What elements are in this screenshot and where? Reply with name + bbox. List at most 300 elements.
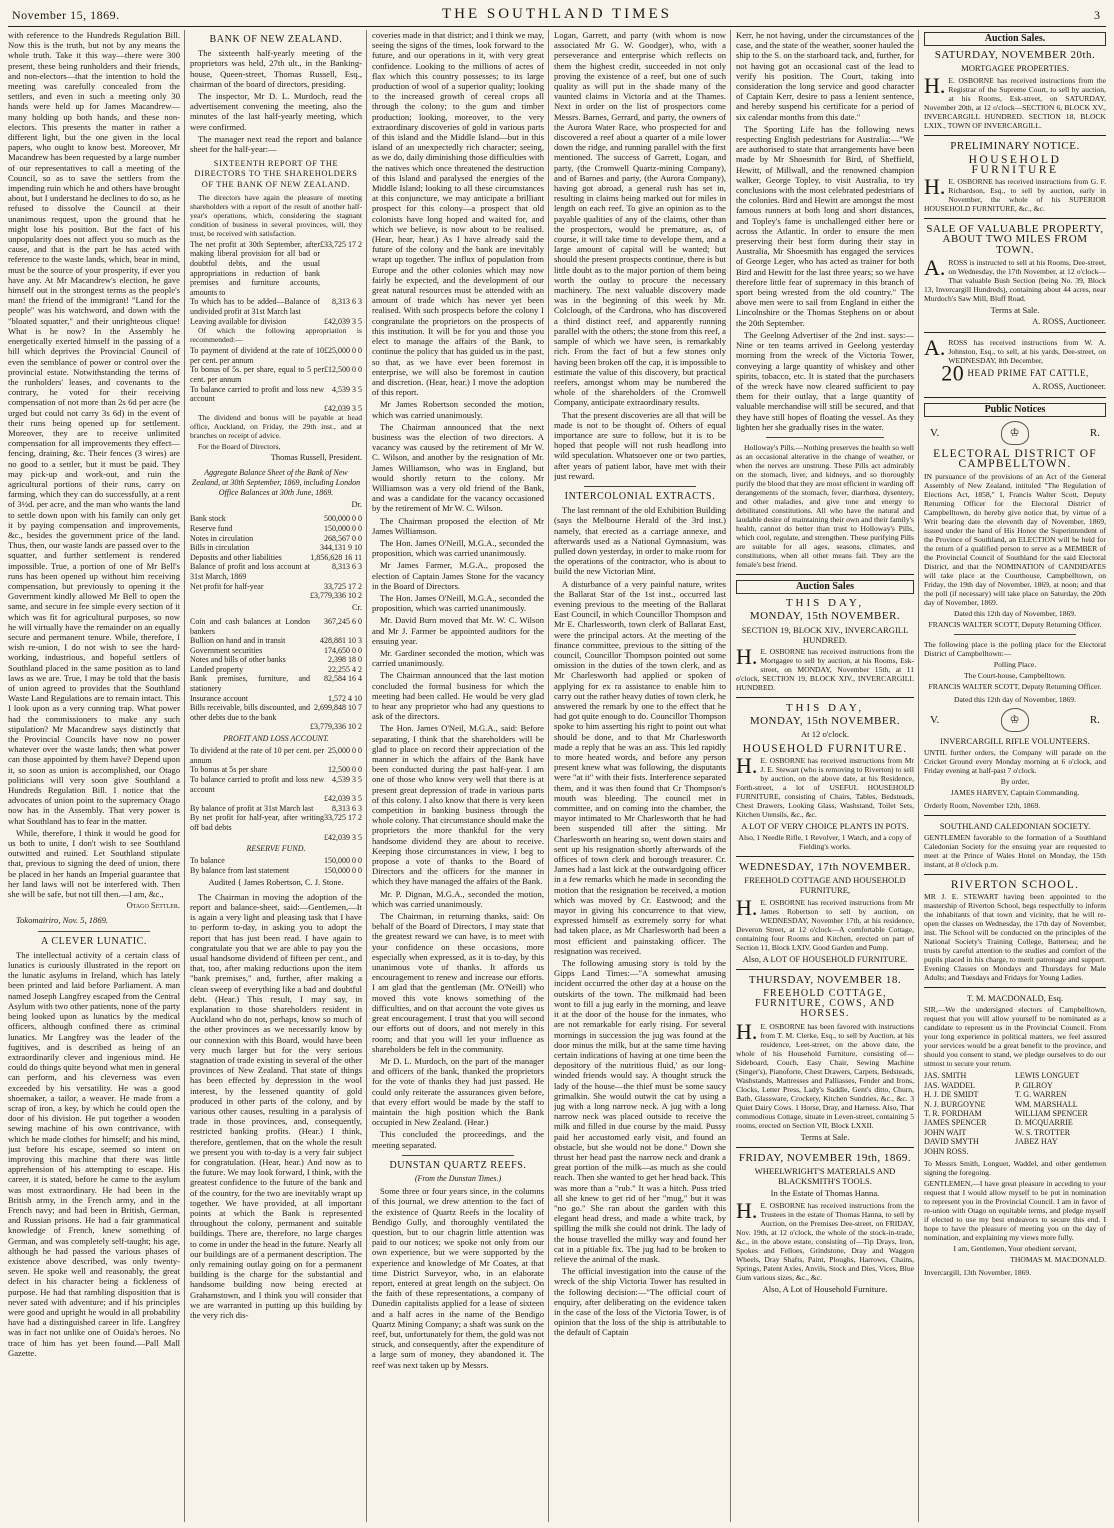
auction-text: E. OSBORNE has received instructions from Mr James Robertson to sell by auction, on WEDNESDAY, November 17th, at his residence, Deveron Street, at 12 o'clock—A comfortable Cottage, containing four Rooms and Kitchen, erected on part of Section 11, Block LXIV. Good Garden and Pump. [736, 897, 914, 952]
auction-estate: In the Estate of Thomas Hanna. [770, 1188, 880, 1199]
account-row [190, 385, 362, 404]
article-body: The Chairman, in returning thanks, said: On behalf of the Board of Directors, I may state that the greatest reward we can have, is to meet with your confidence on these occasions, more especially when expressed, as it is to-day, by this unanimous vote of thanks. It affords us encouragement to renew and increase our efforts. I am glad that the gentleman (Mr. O'Neill) who moved this vote knows something of the difficulties, and on that account the vote gives us great encouragement. I trust that you will second our efforts out of doors, and not merely in this room; and that you will let your influence as shareholders be felt in the community. [372, 911, 544, 1054]
account-row [190, 804, 362, 814]
account-amount: 82,584 16 4 [324, 674, 362, 684]
account-row [190, 524, 362, 534]
account-row [190, 591, 362, 601]
divider [924, 874, 1106, 875]
article-body: The Chairman proposed the election of Mr James Williamson. [372, 515, 544, 536]
account-row [190, 617, 362, 636]
reply-body: GENTLEMEN,—I have great pleasure in acceding to your request that I would allow myself to be put in nomination to represent you in the Provincial Council. I am in favor of re-union with Otago on equitable terms, and pledge myself if elected to use my best endeavors to secure this end. I hope to have the pleasure of meeting you on the day of nomination, and explaining my views more fully. [924, 1179, 1106, 1243]
account-row [190, 746, 362, 765]
signatory-name: T. R. FORDHAM [924, 1109, 982, 1119]
page-number: 3 [1094, 8, 1100, 22]
divider [736, 969, 914, 970]
auction-extra: Also, 1 Needle Rifle, 1 Revolver, 1 Watch, and a copy of Fielding's works. [738, 832, 912, 851]
drop-cap: H. [736, 752, 758, 778]
auction-text: ROSS is instructed to sell at his Rooms, Dee-street, on Wednesday, the 17th November, at 12 o'clock—That valuable Bush Section (being No. 39, Block 13, Invercargill Hundreds), containing about 44 acres, near Murdoch's Saw Mill, Bluff Road. [924, 257, 1106, 303]
divider [924, 332, 1106, 333]
account-amount: 2,398 18 0 [328, 655, 362, 665]
article-heading: DUNSTAN QUARTZ REEFS. [389, 1159, 527, 1171]
reserve-fund-table [190, 856, 362, 875]
account-item: Balance of profit and loss account at 31st March, 1869 [190, 562, 310, 581]
royal-crest-icon: ♔ [1001, 421, 1029, 445]
reply-closing: I am, Gentlemen, Your obedient servant, [953, 1244, 1077, 1254]
royal-arms [930, 421, 1100, 445]
signatory-name: T. G. WARREN [1015, 1090, 1067, 1100]
divider [736, 1147, 914, 1148]
auction-title: FREEHOLD COTTAGE, FURNITURE, COWS, AND HORSES. [754, 987, 896, 1020]
account-item: Notes and bills of other banks [190, 655, 286, 665]
account-item: Deposits and other liabilities [190, 552, 282, 562]
account-row [190, 297, 362, 316]
report-body: The dividend and bonus will be payable at head office, Auckland, on Friday, the 29th inst., and at branches on receipt of advice. [190, 413, 362, 441]
auction-text: E. OSBORNE has been favored with instructions from T. M. Clerke, Esq., to sell by Auction, at his residence, Leet-street, on the above date, the whole of his Household Furniture, consisting of—Sideboard, Couch, Easy Chair, Sewing Machine (Singer's), Pianoforte, Chest Drawers, Carpets, Bedsteads, Washstands, Mattresses and Palliasses, Fender and Irons, Clocks, Letter Press, Lady's Saddle, Gent's ditto, Churn, Bath, Glassware, Crockery, Kitchen Sundries, &c., &c. 3 Quiet Dairy Cows. 1 Horse, Dray, and Harness. Also, That commodious Cottage, situate in Leven-street, containing 5 rooms, erected on Section VII, Block LXXII. [736, 1021, 914, 1130]
auction-date: THURSDAY, NOVEMBER 18. [748, 973, 902, 986]
notice-signature: FRANCIS WALTER SCOTT, Deputy Returning Officer. [928, 681, 1102, 691]
account-row [190, 365, 362, 384]
account-amount: 8,313 6 3 [332, 297, 362, 307]
auction-time: At 12 o'clock. [800, 729, 850, 740]
article-body: The inspector, Mr D. L. Murdoch, read the advertisement convening the meeting, also the minutes of the last half-yearly meeting, which were confirmed. [190, 91, 362, 132]
article-body: Mr James Farmer, M.G.A., proposed the election of Captain James Stone for the vacancy in the Board of Directors. [372, 560, 544, 591]
notice-date: Orderly Room, November 12th, 1869. [924, 800, 1041, 810]
signatories-list [924, 1071, 1106, 1156]
account-amount: 150,000 0 0 [324, 865, 362, 875]
report-signature: Thomas Russell, President. [270, 453, 362, 463]
auction-extra: Also, A LOT OF HOUSEHOLD FURNITURE. [742, 953, 908, 964]
notice-heading: ELECTORAL DISTRICT OF CAMPBELLTOWN. [933, 448, 1097, 471]
account-row [190, 813, 362, 832]
reply-dateline: Invercargill, 13th November, 1869. [924, 1268, 1032, 1278]
signatory-name: H. J. DE SMIDT [924, 1090, 979, 1100]
report-body: Of which the following appropriation is recommended:— [190, 326, 362, 345]
column-rule [184, 30, 185, 1522]
reply-signature: THOMAS M. MACDONALD. [1010, 1255, 1106, 1265]
account-amount: £42,039 3 5 [324, 403, 362, 413]
article-body: The Hon. James O'Neill, M.G.A., seconded the proposition, which was carried unanimously. [372, 592, 544, 614]
letter-body: with reference to the Hundreds Regulation Bill. Now this is the truth, but not by any means the whole truth. Take it this way—there were 300 present, these being runholders and their friends, and non-electors—that the intention to hold the meeting was carefully concealed from the settlers, and even in such a meeting only 30 hands were held up for James Macandrew—many holding up both hands, and these non-electors. This presents the matter in rather a different light, but the one given in the local papers, who ought to know best. Moreover, Mr Macandrew has been requested by a large number of our representatives to call a meeting of the Council, so as to save the settlers from the impending ruin which he and others have brought about, but I understand he declines to do so, as he refused to dissolve the Council at their unanimous request, upon the ground that he might lose his position. But the fact of his unpopularity does not affect you so much as the cause, and that is the part he has acted with reference to the waste lands, which, bear in mind, must be the source of your prosperity, if ever you have any. At Mr Macandrew's election, he gave himself out in the strongest terms as the people's man! the friend of the immigrant! "Land for the people" was his watchword, and down with the "bloated squatter," and their unrighteous clique! What is he now? In the Assembly he energetically exerted himself in the passing of a bill which deprives the Provincial Council of even the semblance of power or control over the provincial estate. Notwithstanding the terms of the runholders' leases, and covenants to the contrary, he voted for their receiving compensation of not more than 2s 6d per acre (he urged but could not carry 3s 6d) in the event of their runs being opened up for settlement. Moreover, they are to receive unlimited compensation for all improvements they effect—fencing, draining, &c. Their fences (3 wires) are no good to a settler, but it must be paid. They may pick-up and work-out, and ruin the agricultural portions of their runs, carry on farming, which they can do successfully, at a rent of 3½d. per acre, and the man who wants the land to settle down upon with his family can only get it by paying compensation and improvements, &c., besides the government price of the land. Thus, then, our waste lands are passed over to the squatter, and further settlement is rendered impossible. True, a portion of one of Mr Bell's runs has been opened up without him receiving compensation, but previously to opening it the Government kindly allowed Mr Bell to open the same, and secure in fee simple every section of it which was fit for agricultural purposes, so now he will virtually have the remainder on an equally secure and permanent tenure. While, therefore, I wish re-union, I do not wish to see the hard-working, industrious, and hopeful settlers of Southland placed in the same position as to land laws as we are. True, I may be told that the basis of union agreed to provides that the Southland Waste Land Regulations are to remain intact. This I look upon as a very cunning trap. What power had the commissioners to make any such stipulation? Mr Macandrew says distinctly that the Provincial Councils have now no power whatever over the waste lands; then what power can those appointed by them have? Depend upon it, so soon as union is accomplished, our Otago politicians will very soon give Southland a Hundreds Regulation Bill. I notice that the advocates of union point to the supremacy Otago now has in the Assembly. That very power is what Southland has to fear in the matter. [8, 30, 180, 826]
divider [766, 437, 884, 438]
account-row [190, 404, 362, 414]
account-amount: 25,000 0 0 [328, 746, 362, 756]
reply-address: To Messrs Smith, Longuet, Waddel, and other gentlemen signing the foregoing. [924, 1159, 1106, 1178]
divider [38, 931, 150, 932]
auction-title: SALE OF VALUABLE PROPERTY, ABOUT TWO MILES FROM TOWN. [926, 223, 1104, 256]
balance-sheet-heading: Aggregate Balance Sheet of the Bank of New Zealand, at 30th September, 1869, including London Office Balances at 30th June, 1869. [191, 467, 361, 497]
account-amount: £42,039 3 5 [324, 316, 362, 326]
pl-debit-table [190, 746, 362, 804]
account-amount: 1,856,628 16 11 [310, 552, 362, 562]
signatory-name: D. MCQUARRIE [1015, 1118, 1073, 1128]
article-body: The following amusing story is told by the Gipps Land Times:—"A somewhat amusing incident occurred the other day at a house on the outskirts of the town. The milkmaid had been wont to fill a jug early in the morning, and leave it at the door of the house for the inmates, who are not remarkable for early rising. For several mornings in succession the jug was found at the door minus the milk, but at the same time having certain indications of having at one time been the depository of the nutritious fluid,' as our long-winded friends would say. A thought struck the lady of the house—the thief must be some saucy grimalkin. She would outwit the cat by using a jug with a long narrow neck. A jug with a long narrow neck was placed outside to receive the milk and filled in due course by the maid. Pussy paid her accustomed early visit, and found an obstacle, but she would not be done." Down she thrust her head past the narrow neck and drank a great portion of the milk—as much as she could reach. Then she wanted to get her head back. This was more than a "rub." It was a hitch. Puss tried all she knew to get rid of her "mug," but it was "no go." She ran about the garden with this elegant head dress, and made a white track, by spilling the milk she could not drink. The lady of the house travelled the milky way and found her cat in a pitiable fix. The jug had to be broken to relieve the animal of the mask. [554, 958, 726, 1264]
account-amount: 344,131 9 10 [320, 543, 362, 553]
royal-arms [930, 708, 1100, 732]
auction-text: E. OSBORNE has received instructions from the Trustees in the estate of Thomas Hanna, to sell by Auction, on the Premises Dee-street, on FRIDAY, Nov. 19th, at 12 o'clock, the whole of the stock-in-trade, &c., in the above estate, consisting of—Tip Drays, Iron, Spokes and Felloes, Grindstone, Dray and Waggon Wheels, Dray Shafts, Paint, Ploughs, Harrows, Chains, Springs, Patent Axles, Anvils, Stock and Dies, Vices, Blue Gum various sizes, &c., &c. [736, 1200, 914, 1282]
account-row [190, 856, 362, 866]
account-amount: 500,000 0 0 [324, 514, 362, 524]
auction-title: MORTGAGEE PROPERTIES. [961, 63, 1069, 74]
account-item: Landed property [190, 664, 244, 674]
account-amount: 8,313 6 3 [332, 562, 362, 572]
divider [954, 634, 1076, 635]
auction-extra: A LOT OF VERY CHOICE PLANTS IN POTS. [741, 820, 909, 831]
auction-title: HOUSEHOLD FURNITURE [968, 153, 1062, 177]
account-row [190, 534, 362, 544]
signatory-name: JOHN ROSS. [924, 1146, 969, 1156]
article-heading: INTERCOLONIAL EXTRACTS. [564, 490, 716, 502]
article-body: The sixteenth half-yearly meeting of the proprietors was held, 27th ult., in the Banking-house, Queen-street, Thomas Russell, Esq., chairman of the board of directors, presiding. [190, 48, 362, 89]
auction-day: THIS DAY, [785, 701, 865, 714]
auction-body [924, 174, 1106, 214]
auction-body [736, 1197, 914, 1282]
auctioneer-signature: A. ROSS, Auctioneer. [1032, 317, 1106, 327]
account-item: Reserve fund [190, 523, 233, 533]
article-body: That the present discoveries are all that will be made is not to be thought of. Others of equal importance are sure to follow, but it is to be hoped that people will not rush headlong into wild speculation. Whatsoever one or two parties, after years of patient labor, have met with their just reward. [554, 409, 726, 481]
drop-cap: H. [736, 643, 758, 669]
report-body: For the Board of Directors, [198, 442, 281, 452]
drop-cap: H. [736, 1018, 758, 1044]
account-row [190, 346, 362, 365]
article-body: The official investigation into the cause of the wreck of the ship Victoria Tower has resulted in the following decision:—"The official court of enquiry, after deliberating on the evidence taken in the case of the loss of the Victoria Tower, is of opinion that the loss of the ship is attributable to the default of Captain [554, 1266, 726, 1338]
divider [402, 1155, 514, 1156]
account-row [190, 794, 362, 804]
account-row [190, 765, 362, 775]
vr-letter-r: R. [1089, 427, 1100, 440]
article-body: Mr D. L. Murdoch, on the part of the manager and officers of the bank, thanked the proprietors for the vote of thanks they had just passed. He could only reiterate the assurances given before, that every effort would be made by the staff to maintain the high position which the Bank occupied in New Zealand. (Hear.) [372, 1055, 544, 1128]
signatory-name: JAS. WADDEL [924, 1080, 975, 1090]
divider [924, 987, 1106, 988]
drop-cap: A. [924, 335, 946, 361]
article-heading: A CLEVER LUNATIC. [40, 935, 148, 947]
account-item: By balance of profit at 31st March last [190, 803, 314, 813]
auction-body [736, 752, 914, 819]
report-body: The directors have again the pleasure of meeting shareholders with a report of the result of another half-year's operations, which, considering the stagnant condition of business in several provinces, will, they trust, be received with satisfaction. [190, 192, 362, 238]
auction-text: E. OSBORNE has received instructions from the Mortgagee to sell by auction, at his Rooms, Esk-street, on MONDAY, November 15th, at 11 o'clock, SECTION 19, BLOCK XIV., INVERCARGILL HUNDRED. [736, 646, 914, 692]
signatory-name: JAMES SPENCER [924, 1118, 987, 1128]
notice-heading: T. M. MACDONALD, Esq. [966, 993, 1064, 1004]
column-2 [190, 30, 362, 1524]
account-item: To bonus at 5s per share [190, 765, 268, 775]
account-amount: 367,245 6 0 [324, 616, 362, 626]
appropriation-table [190, 346, 362, 413]
account-item [190, 404, 324, 414]
column-6 [924, 30, 1106, 1524]
account-item: By balance from last statement [190, 865, 290, 875]
article-body: The Hon. James O'Neil, M.G.A., said: Before separating, I think that the shareholders will be glad to place on record their appreciation of the manner in which the affairs of the Bank have been conducted during the past half-year. I am one of those who know very well that there is at present great depression of trade in various parts of this colony. I also know that there is very keen competition in banking business through the whole colony. That circumstance should make the proprietors the more thankful for the very handsome dividend they are about to receive. Keeping those circumstances in view, I beg to propose a vote of thanks to the Board of Directors and the officers for the manner in which they have managed the affairs of the Bank. [372, 723, 544, 887]
auction-body [736, 894, 914, 952]
article-body: The Chairman announced that the last motion concluded the formal business for which the meeting had been called. He would be very glad to hear any proprietor who had any questions to ask of the directors. [372, 670, 544, 722]
article-heading: BANK OF NEW ZEALAND. [209, 34, 343, 45]
account-row [190, 866, 362, 876]
account-item: To balance [190, 856, 225, 866]
account-row [190, 514, 362, 524]
account-row [190, 665, 362, 675]
pl-credit-table [190, 804, 362, 842]
account-row [190, 694, 362, 704]
auction-date: MONDAY, 15th NOVEMBER. [749, 610, 901, 623]
column-rule [918, 30, 919, 1522]
auction-body [736, 1018, 914, 1130]
assets-table [190, 617, 362, 732]
notice-heading: RIVERTON SCHOOL. [950, 879, 1080, 892]
notice-date: Dated this 12th day of November, 1869. [953, 694, 1076, 704]
account-item: To dividend at the rate of 10 per cent. per annum [190, 746, 324, 765]
auction-body [924, 254, 1106, 303]
auction-text: E. OSBORNE has received instructions from G. F. Richardson, Esq., to sell by auction, early in November, the whole of his SUPERIOR HOUSEHOLD FURNITURE, &c., &c. [924, 177, 1106, 214]
account-item: Bullion on hand and in transit [190, 636, 286, 646]
article-body: The Sporting Life has the following news respecting English pedestrians for Australia:—"We are authorised to state that arrangements have been made by Mr Shoesmith for Bird, of Sheffield, Hewitt, of Millwall, and the renowned champion walker, George Topley, to visit Australia, to try conclusions with the most celebrated pedestrians of the colonies. Bird and Hewitt are amongst the most famous runners at both long and short distances, and Topley's fame is unchallenged either here or across the Atlantic. In order to ensure the men preserving their best form during their stay in Australia, Mr Shoesmith has engaged the services of George Leger, who has acted as trainer for both Bird and Hewitt for the last three years; so we have therefore little fear of supremacy in this branch of sport being wrested from the old country." The above men were to sail from England in either the Lincolnshire or the Thomas Stephens on or about the 20th September. [736, 123, 914, 328]
article-body: The Chairman in moving the adoption of the report and balance-sheet, said:—Gentlemen,—It is again a very light and pleasing task that I have to perform to-day, in asking you to adopt the report that has just been read. I have again to congratulate you that we are able to pay you the usual handsome dividend of fifteen per cent., and that, too, after making reductions upon the item "bank premises," and, further, after making a clean sweep of everything like a bad and doubtful debt. (Hear.) This result, I may say, in explanation to those shareholders resident in Auckland who do not, perhaps, know so much of the other provinces as we necessarily know by our connexion with this Board, would have been very much larger but for the very serious stagnation of trade existing in several of the other provinces of New Zealand. That state of things has been effected by depression in the wool interest, by the lessened quantity of gold produced in other parts of the colony, and by various other causes, resulting in a paralysis of trade in those provinces, and, consequently, restricted banking profits. (Hear.) I think, therefore, gentlemen, that on the whole the result we present you with to-day is a very fair subject for congratulation. (Hear, hear.) And now as to the future. We may look forward, I think, with the greatest confidence to the future of the bank and of the country, for the two are inevitably wrapt up together. We have provided, at all important points at which the Bank is represented throughout the colony, permanent and suitable buildings. There are, therefore, no large charges to come in under the head in the future. Nearly all our buildings are of a permanent description. The only remaining outlay going on for a permanent building is the charge for the substantial and handsome building now being erected at Grahamstown, and I think you will consider that we are warranted in putting up this building by the very rich dis- [190, 891, 362, 1321]
auction-text: E. OSBORNE has received instructions from the Registrar of the Supreme Court, to sell by auction, at his Rooms, Esk-street, on SATURDAY, November 20th, at 12 o'clock—SECTION 6, BLOCK XV., INVERCARGILL HUNDRED. SECTION 18, BLOCK LXIX., TOWN OF INVERCARGILL. [924, 75, 1106, 130]
account-row [190, 674, 362, 693]
account-amount: 428,881 10 3 [320, 636, 362, 646]
auction-date: FRIDAY, NOVEMBER 19th, 1869. [738, 1151, 912, 1164]
reserve-fund-heading: RESERVE FUND. [246, 844, 306, 854]
notice-body: IN pursuance of the provisions of an Act of the General Assembly of New Zealand, intituled "The Regulation of Elections Act, 1858," I, Francis Walter Scott, Deputy Returning Officer for the Electoral District of Campbelltown, do hereby give notice that, by virtue of a Writ bearing date the eleventh day of November, 1869, issued under the hand of His Honor the Superintendent of the Province of Southland, an ELECTION will be held for the return of a qualified person to serve as a MEMBER of the Provincial Council of Southland for the said Electoral District, and that the NOMINATION of CANDIDATES will take place at the Courthouse, Campbelltown, on Friday, the 19th day of November, 1869, at noon; and that the poll (if necessary) will take place on Saturday, the 20th day of November, 1869. [924, 471, 1106, 607]
issue-date: November 15, 1869. [12, 8, 120, 22]
notice-heading: PRELIMINARY NOTICE. [950, 139, 1080, 152]
article-body: Mr. David Burn moved that Mr. W. C. Wilson and Mr J. Farmer be appointed auditors for the ensuing year. [372, 615, 544, 646]
notice-body: The following place is the polling place for the Electoral District of Campbelltown:— [924, 639, 1106, 658]
letter-body: While, therefore, I think it would be good for us both to unite, I don't wish to see Southland outwitted and ruined. Let Southland stipulate that, previous to signing the deed of union, there be placed in her hands an Imperial guarantee that her land laws will not be interfered with. Then she will be safe, but not till then.—I am, &c., [8, 827, 180, 900]
section-heading-auction-sales: Auction Sales [736, 580, 914, 594]
notice-body: UNTIL further orders, the Company will parade on the Cricket Ground every Monday morning at 6 o'clock, and Friday evening at half-past 7 o'clock. [924, 747, 1106, 775]
account-amount: 2,699,848 10 7 [314, 703, 362, 713]
article-body: The Hon. James O'Neill, M.G.A., seconded the proposition, which was carried unanimously. [372, 537, 544, 559]
drop-cap: H. [924, 72, 946, 98]
signatory-name: JAS. SMITH [924, 1071, 967, 1081]
account-item: Bills receivable, bills discounted, and other debts due to the bank [190, 703, 310, 722]
notice-heading: INVERCARGILL RIFLE VOLUNTEERS. [940, 735, 1090, 746]
signatory-name: W. S. TROTTER [1015, 1127, 1071, 1137]
polling-place: The Court-house, Campbelltown. [964, 670, 1066, 680]
article-body: Some three or four years since, in the columns of this journal, we drew attention to the fact of the existence of Quartz Reefs in the locality of Bendigo Gully, and thoroughly ventilated the question, but to our chagrin little attention was paid to our notices; we spoke not only from our own experience, but we were supported by the experience and knowledge of Mr Coates, at that time District Surveyor, who, in an elaborate report, entered at great length on the subject. On the faith of these representations, a company of Dunedin capitalists applied for a lease of sixteen and a half acres in the name of the Bendigo Quartz Mining Company; a shaft was sunk on the reef, but, unfortunately for them, the gold was not struck, and consequently, after the expenditure of a large sum of money, they abandoned it. The reef was next taken up by Messrs. [372, 1186, 544, 1370]
polling-place-label: Polling Place. [993, 659, 1037, 669]
auction-date: WEDNESDAY, 17th NOVEMBER. [738, 860, 911, 873]
royal-crest-icon: ♔ [1001, 708, 1029, 732]
account-amount: 4,539 3 5 [332, 384, 362, 394]
article-body: Logan, Garrett, and party (with whom is now associated Mr G. W. Goodger), who, with a perseverance and enterprise which reflects on them the highest credit, succeeded in not only proving the existence of a reef, but one of such quality as will put in the shade many of the vaunted claims in Victoria and at the Thames. Next in order on the list of prospectors come Messrs. Barnes, Gerrard, and party, the owners of the Aurora Water Race, who prospected for and discovered a reef about a quarter of a mile lower down the ridge, and running parallel with the first mentioned. The success of Garrett, Logan, and party, (the Cromwell Quartz-mining Company), and of Barnes and party, (the Aurora Company), having got abroad, a general rush has set in, resulting in claims being marked out for miles in length on each reef. To give an opinion as to the payable qualities of any of the claims, other than the prospectors, would be premature, as, of course, it will take time to develope them, and a large amount of capital will be wanted; but should the present prospects continue, there is but little doubt as to the major portion of them being worth the outlay to procure the necessary machinery. The next valuable discovery made was in the beginning of this week by Mr. Colclough, of the Cardrona, who has discovered a third distinct reef, and apparently running parallel with the others; the stone from this reef, a sample of which we have seen, is remarkably rich. From the fact of but a few stones only having been broken off the cap, it is impossible to estimate the value of this discovery, but practical reefers, amongst whom may be numbered the whole of the shareholders of the Cromwell Company, anticipate extraordinary results. [554, 30, 726, 408]
article-body: The Geelong Advertiser of the 2nd inst. says:—Nine or ten teams arrived in Geelong yesterday morning from the wreck of the Victoria Tower, conveying a large quantity of whiskey and other spirits, tobacco, etc. It is stated that the purchasers of the wreck have now cleared sufficient to pay them for their outlay, that a large quantity of valuable merchandise will still be secured, and that they have still hopes of floating the vessel. As they lighten her she gradually rises in the water. [736, 329, 914, 432]
auction-text: ROSS has received instructions from W. A. Johnston, Esq., to sell, at his yards, Dee-street, on WEDNESDAY, 8th December, [948, 338, 1106, 366]
article-body: Kerr, he not having, under the circumstances of the case, and the state of the weather, sooner hauled the ship to the S. on the starboard tack, and, further, for not having got an occasional cast of the lead to verify his position. The Court, taking into consideration the long service and good character of Captain Kerr, desire to pass a lenient sentence, and hereby suspend his certificate for a period of six calendar months from this date." [736, 30, 914, 122]
drop-cap: A. [924, 254, 946, 280]
divider [736, 574, 914, 575]
account-amount: £42,039 3 5 [324, 794, 362, 804]
report-heading: SIXTEENTH REPORT OF THE DIRECTORS TO THE SHAREHOLDERS OF THE BANK OF NEW ZEALAND. [194, 159, 358, 189]
divider [924, 218, 1106, 219]
account-item: To which has to be added—Balance of undivided profit at 31st March last [190, 297, 320, 316]
article-body: coveries made in that district; and I think we may, seeing the signs of the times, look forward to the future, and our operations in it, with very great confidence. Looking to the millions of acres of flax which this country possesses; to its large production of wool of a superior quality; looking to the increased growth of cereal crops all through the colony; to the gum and timber production; looking, moreover, to the very extraordinary discoveries of gold in various parts of this island and the Middle Island—but in this island of an unexpectedly rich character; seeing, as we do, daily diminishing those difficulties with the natives which once threatened the destruction of this Island and paralysed the energies of the Middle Island; looking to all these circumstances at this conjuncture, we may anticipate a brilliant prospect for this colony—a prospect that old colonists have long hoped and waited for, and which we believe, is now about to be realised. (Hear, hear, hear.) As I have already said the future of the colony and the bank are inevitably wrapt up together. The influx of population from Europe and the other colonies which may now fairly be expected, and the development of our great natural resources must be attended with an amount of trade which has never yet been realised. With such prospects before the colony I congratulate the proprietors on the prospects of this institution. It will be for you and those you elect to manage the affairs of the Bank, to continue the policy that has guided us in the past, so that, as we have ever been foremost in enterprise, we will also be foremost in caution and discretion. (Hear, hear.) I move the adoption of this report. [372, 30, 544, 398]
account-row [190, 553, 362, 563]
account-item: To balance carried to profit and loss new account [190, 775, 324, 794]
advertisement-body: Holloway's Pills.—Nothing preserves the health so well as an occasional alterative in the change of weather, or when the nerves are unstrung. These Pills act admirably on the stomach, liver, and kidneys, and so thoroughly purify the blood that they are most efficient in warding off derangements of the stomach, fever, diarrhœa, dysentery, and other maladies, and give tone and energy to debilitated constitutions. All who have the natural and laudable desire of maintaining their own and their family's health, cannot do better than trust to Holloway's Pills, which cool, regulate, and strengthen. These purifying Pills are suitable for all ages, seasons, climates, and constitutions, when all other means fail. They are the female's best friend. [736, 442, 914, 569]
account-amount: £12,500 0 0 [324, 365, 362, 375]
signatory-name: DAVID SMYTH [924, 1137, 979, 1147]
account-amount: £3,779,336 10 2 [310, 722, 362, 732]
cattle-desc: HEAD PRIME FAT CATTLE, [967, 368, 1089, 379]
requisition-body: SIR,—We the undersigned electors of Campbelltown, request that you will allow yourself to be nominated as a candidate to represent us in the Provincial Council. From your long experience in political matters, we feel assured your services would be a great benefit to the province, and should you consent to stand, we pledge ourselves to do our utmost to secure your return. [924, 1005, 1106, 1069]
column-3 [372, 30, 544, 1524]
article-body: The intellectual activity of a certain class of lunatics is curiously illustrated in the report on the lunatic asylums in Ireland, which has lately been printed and laid before Parliament. A man named Joseph Langfrey escaped from the Central Asylum with two other patients, none of the party being looked upon as lunatics by the medical officers, although confined there as criminal lunatics. Mr Langfrey was the leader of the fugitives, and is described as being of an extraordinarily clever and ingenious mind. He could do things quite beyond what men in general can perform, and his cleverness was even exceeded by his versatility. He was a good shoemaker, a tailor, a weaver. He made from a scrap of iron, a key, by which he could open the door of his division. He put together a wooden sewing machine of his own contrivance, with which he made clothes for himself; and his mind, just before his escape, seemed so intent on improving this machine that there was little apprehension of his attempting to escape. His career, it is stated, before he came to the asylum was most extraordinary. He had been in the British army, in the French army, and in the French navy; and had been in British, German, and Russian prisons. He had a fair grammatical knowledge of French, knew something of German, and was completely self-taught; his age, although he had passed the various phases of existence above described, was only twenty-seven. He spoke well and reasonably, the great defect in his character being a fickleness of purpose. He had that rambling disposition that is never sated with adventure; and if his principles were good and upright he would in all probability have had a distinguished career in life. Langfrey was in fact not unlike one of Ouida's heroes. No trace of him has yet been found.—Pall Mall Gazette. [8, 949, 180, 1358]
account-row [190, 636, 362, 646]
account-amount: 4,539 3 5 [332, 775, 362, 785]
account-item: Bank premises, furniture, and stationery [190, 674, 310, 694]
signatory-name [1015, 1147, 1106, 1156]
account-amount: 1,572 4 10 [328, 693, 362, 703]
article-body: The last remnant of the old Exhibition Building (says the Melbourne Herald of the 3rd inst.) namely, that erected as a carriage annexe, and afterwards used as a National Gymnasium, was pulled down yesterday, in order to make room for the operations of the contractor, who is about to build the new Victorian Mint. [554, 505, 726, 577]
profit-table [190, 240, 362, 326]
article-body: The Chairman announced that the next business was the election of two directors. A vacancy was caused by the retirement of Mr W. C. Wilson, and another by the resignation of Mr. James Williamson, who was in England, but would shortly return to the colony. Mr Williamson was a very old friend of the Bank, and was a candidate for the vacancy occasioned by the retirement of Mr W. C. Wilson. [372, 421, 544, 514]
article-body: A disturbance of a very painful nature, writes the Ballarat Star of the 1st inst., occurred last evening previous to the meeting of the Ballarat East Council, in which Councillor Thompson and Mr E. Charlesworth, town clerk of Ballarat East, were the principal actors. At the meeting of the finance committee, previous to the sitting of the council, Councillor Thompson pointed out some omission in the duties of the town clerk, and as Mr Charlesworth had applied or spoken of applying for ex ra assistance to enable him to carry out the rather heavy duties of town clerk, he answered the remark by one to the effect that he had got quite enough to do. Councillor Thompson spoke to him asserting his right to point out what should be done, and to that Mr Charlesworth made a reply that he was an ass. This led rapidly to more heated words, and before any person present knew what was following, the disputants were "at it" with their fists. Interference separated them, and it was then found that Cr Thompson's mouth was bleeding. The council met in committee, and on coming into the chamber, the mayor intimated to Mr Charlesworth that he had been suspended till after the sitting. Mr Charlesworth on hearing so, went down stairs and sent up his resignation shortly afterwards of the offices of town clerk and borough treasurer. Cr. James had a last kick at the outwardgoing officer in a few remarks which he made in seconding the motion that the resignation be received, a motion which was moved by Cr. Eastwood; and the mayor in giving his concurrence to that view, expressed himself as extremely sorry for what had taken place, as Mr Charlesworth had been a most efficient and painstaking officer. The resignation was received. [554, 578, 726, 956]
notice-signature: FRANCIS WALTER SCOTT, Deputy Returning Officer. [928, 619, 1102, 629]
vr-letter-r: R. [1089, 713, 1100, 726]
account-item: Government securities [190, 645, 263, 655]
signatory-name: JABEZ HAY [1015, 1137, 1058, 1147]
section-heading-public-notices: Public Notices [924, 403, 1106, 417]
column-rule [730, 30, 731, 1522]
account-item: To balance carried to profit and loss new account [190, 384, 324, 404]
notice-date: Dated this 12th day of November, 1869. [953, 608, 1076, 618]
account-item: Coin and cash balances at London bankers [190, 616, 310, 636]
account-row [190, 703, 362, 722]
account-row [190, 722, 362, 732]
auction-day: THIS DAY, [785, 597, 865, 610]
account-amount: 150,000 0 0 [324, 856, 362, 866]
notice-signature: JAMES HARVEY, Captain Commanding. [950, 787, 1080, 797]
notice-body: MR J. E. STEWART having been appointed to the mastership of Riverton School, begs respectfully to inform the inhabitants of that town and vicinity, that he will re-open the classes on Wednesday, the 17th day of November, inst. The School will be conducted on the principles of the National Society's Training College, Battersea; and he trusts by careful attention to the studies and comfort of the pupils placed in his charge, to merit patronage and support. Evening Classes on Mondays and Thursdays for Male Adults; and Tuesdays and Fridays for Young Ladies. [924, 892, 1106, 983]
account-row [190, 240, 362, 298]
account-amount: 268,567 0 0 [324, 533, 362, 543]
article-body: The manager next read the report and balance sheet for the half-year:— [190, 133, 362, 155]
account-row [190, 833, 362, 843]
account-item: Bank stock [190, 514, 226, 524]
auditors: Audited { James Robertson, C. J. Stone. [208, 877, 344, 887]
column-rule [548, 30, 549, 1522]
divider [924, 397, 1106, 398]
liabilities-table [190, 514, 362, 600]
drop-cap: H. [924, 174, 946, 200]
account-item [190, 722, 310, 732]
column-1 [8, 30, 180, 1524]
auction-terms: Terms at Sale. [990, 304, 1040, 315]
account-amount: £25,000 0 0 [324, 346, 362, 356]
article-body: Mr. Gardiner seconded the motion, which was carried unanimously. [372, 647, 544, 669]
auction-body [736, 643, 914, 692]
account-item: To bonus of 5s. per share, equal to 5 per cent. per annum [190, 365, 324, 384]
notice-order: By order, [1000, 776, 1030, 786]
column-4 [554, 30, 726, 1524]
auction-body [924, 72, 1106, 130]
account-item: Notes in circulation [190, 533, 254, 543]
notice-body: GENTLEMEN favorable to the formation of a Southland Caledonian Society for the ensuing year are requested to meet at the Prince of Wales Hotel on Monday, the 15th instant, at 8 o'clock p.m. [924, 833, 1106, 870]
newspaper-title: THE SOUTHLAND TIMES [441, 6, 673, 22]
account-amount: 8,313 6 3 [332, 803, 362, 813]
account-row [190, 317, 362, 327]
account-amount: £3,779,336 10 2 [310, 591, 362, 601]
signatory-name: JOHN WAIT [924, 1127, 967, 1137]
auction-terms: Terms at Sale. [800, 1131, 850, 1142]
section-heading-auction-sales: Auction Sales. [924, 32, 1106, 46]
account-row [190, 775, 362, 794]
debit-label: Dr. [351, 500, 362, 510]
article-source: (From the Dunstan Times.) [414, 1173, 502, 1183]
account-item [190, 591, 310, 601]
drop-cap: H. [736, 1197, 758, 1223]
signatory-name: WM. MARSHALL [1015, 1099, 1078, 1109]
credit-label: Cr. [351, 602, 362, 612]
letter-signature: Otago Settler. [126, 901, 180, 911]
divider [924, 815, 1106, 816]
account-amount: 150,000 0 0 [324, 523, 362, 533]
account-item [190, 833, 324, 843]
divider [736, 697, 914, 698]
account-item: Leaving available for division [190, 316, 287, 326]
article-body: This concluded the proceedings, and the meeting separated. [372, 1129, 544, 1150]
drop-cap: H. [736, 894, 758, 920]
auction-title: HOUSEHOLD FURNITURE. [742, 742, 908, 755]
signatory-name: N. J. BURGOYNE [924, 1099, 986, 1109]
divider [736, 856, 914, 857]
account-item: Bills in circulation [190, 543, 250, 553]
auctioneer-signature: A. ROSS, Auctioneer. [1032, 381, 1106, 391]
auction-date: MONDAY, 15th NOVEMBER. [749, 715, 901, 728]
signatory-name: WILLIAM SPENCER [1015, 1109, 1088, 1119]
account-amount: 33,725 17 2 [324, 581, 362, 591]
account-row [190, 582, 362, 592]
account-item: The net profit at 30th September, after making liberal provision for all bad or doubtful debts, and the usual appropriations in reduction of bank premises and furniture accounts, amounts to [190, 239, 320, 297]
divider [924, 135, 1106, 136]
vr-letter-v: V. [930, 427, 940, 440]
masthead [8, 6, 1106, 27]
account-amount: 12,500 0 0 [328, 765, 362, 775]
auction-title: FREEHOLD COTTAGE AND HOUSEHOLD FURNITURE, [744, 875, 906, 896]
account-row [190, 655, 362, 665]
article-body: Mr. P. Dignan, M.G.A., seconded the motion, which was carried unanimously. [372, 888, 544, 909]
letter-dateline: Tokomairiro, Nov. 5, 1869. [16, 915, 109, 926]
auction-extra: Also, A Lot of Household Furniture. [762, 1283, 888, 1294]
account-amount: 174,650 0 0 [324, 645, 362, 655]
signatory-name: P. GILROY [1015, 1080, 1053, 1090]
column-rule [366, 30, 367, 1522]
account-item: To payment of dividend at the rate of 10 per cent. per annum [190, 346, 324, 365]
cattle-count: 20 [941, 360, 965, 386]
signatory-name: LEWIS LONGUET [1015, 1071, 1080, 1081]
account-item: Net profit for half-year [190, 581, 264, 591]
account-row [190, 543, 362, 553]
account-amount: 33,725 17 2 [324, 813, 362, 823]
account-item: Insurance account [190, 693, 248, 703]
account-amount: 22,255 4 2 [328, 664, 362, 674]
article-body: Mr James Robertson seconded the motion, which was carried unanimously. [372, 399, 544, 420]
divider [584, 486, 696, 487]
vr-letter-v: V. [930, 713, 940, 726]
auction-text: E. OSBORNE has received instructions from Mr J. E. Stewart (who is removing to Riverton) to sell by auction, on the above date, at his Residence, Forth-street, a lot of USEFUL HOUSEHOLD FURNITURE, consisting of Chairs, Tables, Bedsteads, Chest Drawers, Looking Glass, Washstand, Toilet Sets, Kitchen Utensils, &c., &c. [736, 755, 914, 819]
account-row [190, 562, 362, 581]
auction-title: WHEELWRIGHT'S MATERIALS AND BLACKSMITH'S TOOLS. [754, 1165, 896, 1187]
account-item [190, 794, 324, 804]
auction-date: SATURDAY, NOVEMBER 20th. [934, 49, 1096, 62]
account-row [190, 646, 362, 656]
account-amount: £33,725 17 2 [320, 239, 362, 249]
auction-title: SECTION 19, BLOCK XIV., INVERCARGILL HUNDRED. [741, 624, 909, 645]
profit-loss-heading: PROFIT AND LOSS ACCOUNT. [223, 734, 329, 744]
account-amount: £42,039 3 5 [324, 832, 362, 842]
column-5 [736, 30, 914, 1524]
account-item: By net profit for half-year, after writing off bad debts [190, 813, 324, 832]
notice-heading: SOUTHLAND CALEDONIAN SOCIETY. [939, 820, 1091, 831]
